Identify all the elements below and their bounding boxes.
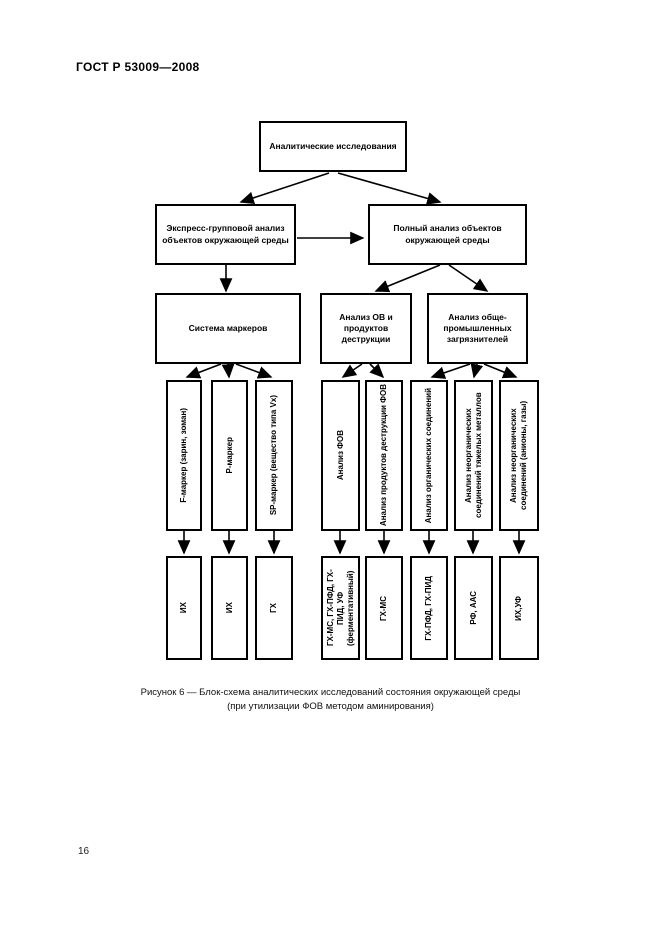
node-ov-destruction-analysis: Анализ ОВ и продуктов деструкции xyxy=(320,293,412,364)
figure-caption-line2: (при утилизации ФОВ методом аминирования) xyxy=(227,700,434,712)
node-sr-marker xyxy=(255,380,293,531)
node-label: Анализ ФОВ xyxy=(335,430,345,481)
node-f-marker xyxy=(166,380,202,531)
figure-caption-line1: Рисунок 6 — Блок-схема аналитических исследований состояния окружающей среды xyxy=(140,687,521,698)
node-inorganic-anions-gases xyxy=(499,380,539,531)
figure-caption xyxy=(0,686,661,714)
node-full-analysis: Полный анализ объектов окружающей среды xyxy=(368,204,527,265)
node-label: ИХ xyxy=(179,602,188,614)
node-label: Анализ неорганических соединений тяжелых металлов xyxy=(463,392,483,519)
method-ih-2 xyxy=(211,556,248,660)
node-fov-analysis xyxy=(321,380,360,531)
node-label: ИХ xyxy=(224,602,234,614)
node-heavy-metals xyxy=(454,380,493,531)
node-label: F-маркер (зарин, зоман) xyxy=(179,408,188,503)
node-label: ГХ-МС, ГХ-ПФД, ГХ-ПИД, УФ (ферментативный) xyxy=(325,569,355,647)
node-p-marker xyxy=(211,380,248,531)
node-label: Анализ органических соединений xyxy=(424,387,433,524)
method-ghpfd-ghpid xyxy=(410,556,448,660)
node-label: ГХ xyxy=(269,603,278,613)
node-marker-system: Система маркеров xyxy=(155,293,301,364)
node-label: Анализ неорганических соединений (анионы, газы) xyxy=(509,400,528,511)
node-industrial-pollutants: Анализ обще-промышленных загрязнителей xyxy=(427,293,528,364)
node-analytical-research: Аналитические исследования xyxy=(259,121,407,172)
node-label: Р-маркер xyxy=(224,437,234,474)
method-ghms-ghpfd-ghpid-uf xyxy=(321,556,360,660)
node-fov-destruction-products xyxy=(365,380,403,531)
node-label: ГХ-МС xyxy=(379,595,388,621)
node-express-group-analysis: Экспресс-групповой анализ объектов окружающей среды xyxy=(155,204,296,265)
document-header: ГОСТ Р 53009—2008 xyxy=(76,60,200,74)
method-rf-aas xyxy=(454,556,493,660)
method-ih-1 xyxy=(166,556,202,660)
method-ghms xyxy=(365,556,403,660)
node-label: РФ, ААС xyxy=(468,591,478,625)
node-label: SР-маркер (вещество типа Vx) xyxy=(269,395,278,516)
page-number: 16 xyxy=(78,846,90,857)
node-label: ИХ,УФ xyxy=(514,595,523,621)
node-organic-compounds xyxy=(410,380,448,531)
method-ih-uf xyxy=(499,556,539,660)
method-gh xyxy=(255,556,293,660)
node-label: Анализ продуктов деструкции ФОВ xyxy=(379,384,388,527)
node-label: ГХ-ПФД, ГХ-ПИД xyxy=(424,575,433,641)
